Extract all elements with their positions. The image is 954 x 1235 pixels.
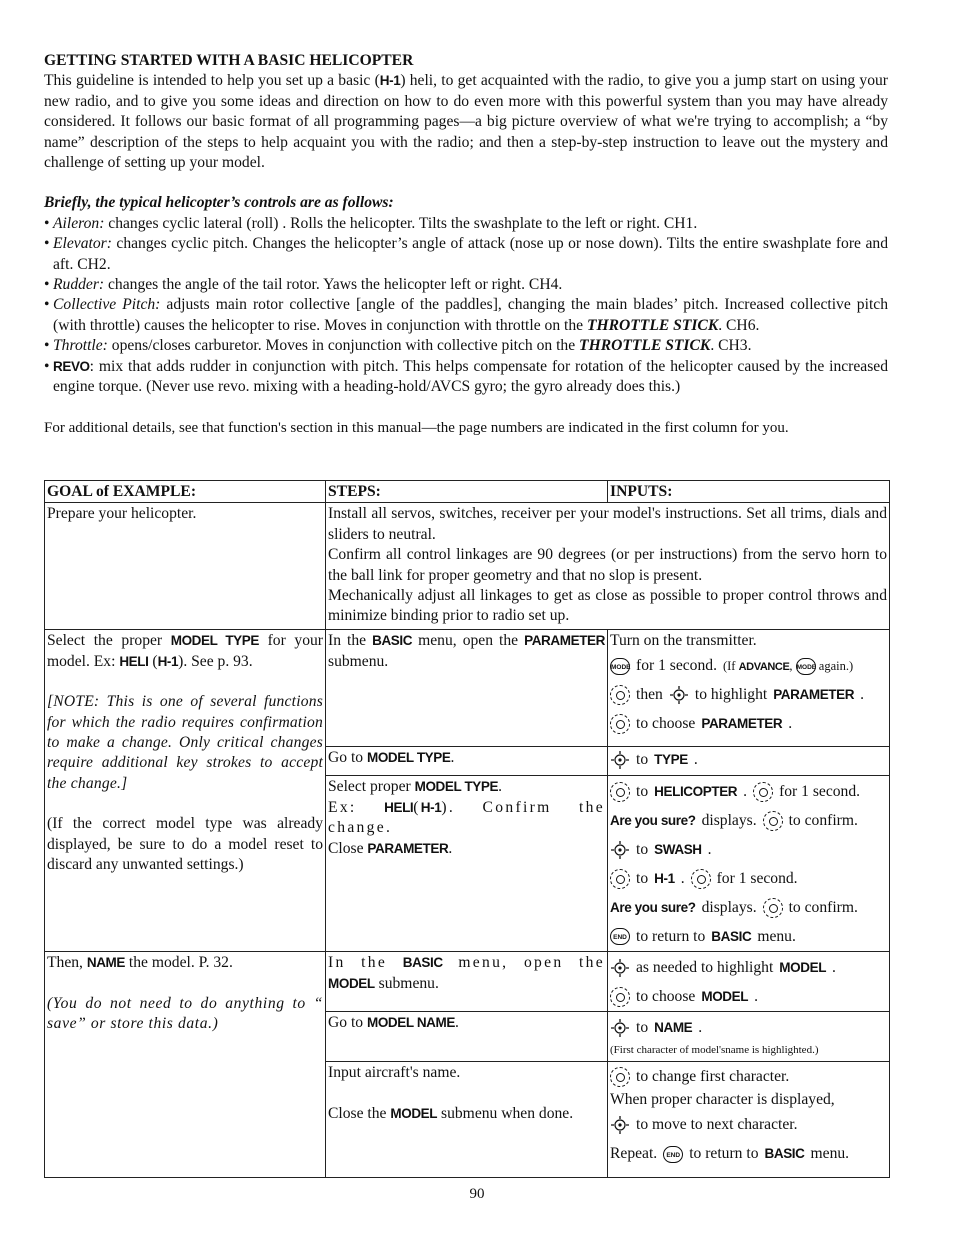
input-text: as needed to highlight: [636, 958, 774, 976]
input-line: to H-1 . for 1 second.: [610, 864, 887, 893]
input-text: to: [636, 869, 649, 887]
note-text: [NOTE: This is one of several functions for which the radio requires confirmation to make a change. Only critical changes require additional key strokes to accept the change.]: [47, 693, 323, 792]
key-h1: H-1: [420, 799, 442, 815]
desc: adjusts main rotor collective [angle of the paddles], changing the main blades’ pitch. Increased collective pitch (with throttle) causes the helicopter to rise. Moves in conjunction with throttle on the: [53, 296, 888, 334]
additional-note: For additional details, see that function's section in this manual—the page numbers are indicated in the first column for you.: [44, 419, 789, 436]
input-text: to return to: [636, 927, 706, 945]
steps-cell: [326, 1062, 608, 1178]
key-are-you-sure: Are you sure?: [610, 812, 696, 828]
key-model-type: MODEL TYPE: [414, 779, 499, 795]
key-h1: H-1: [157, 653, 179, 669]
end-button-icon: END: [663, 1146, 683, 1163]
dial-icon: [610, 714, 630, 734]
key-type: TYPE: [654, 752, 688, 768]
cursor-pad-icon: [610, 840, 630, 860]
input-text: again.): [815, 658, 854, 673]
key-parameter: PARAMETER: [367, 840, 449, 856]
input-text: to: [636, 782, 649, 800]
table-row: [45, 630, 890, 747]
mode-button-icon: MODE: [796, 658, 816, 675]
step-text: In the: [328, 954, 403, 972]
term: Aileron:: [53, 214, 105, 232]
goal-text: Then,: [47, 954, 87, 972]
cursor-pad-icon: [610, 1115, 630, 1135]
key-parameter: PARAMETER: [773, 687, 855, 703]
steps-cell: [326, 630, 608, 747]
key-basic: BASIC: [764, 1146, 805, 1162]
step-text: Ex:: [328, 798, 385, 816]
key-basic: BASIC: [372, 633, 413, 649]
list-item: • Collective Pitch: adjusts main rotor collective [angle of the paddles], changing the main blades’ pitch. Increased collective pitch (with throttle) causes the helicopter to rise. Moves in conjunction with throttle on the THROTTLE STICK. CH6.: [44, 296, 888, 334]
inputs-cell: [608, 1062, 890, 1178]
input-text: displays.: [701, 811, 757, 829]
dial-icon: [763, 811, 783, 831]
list-item: • Throttle: opens/closes carburetor. Moves in conjunction with collective pitch on the THROTTLE STICK. CH3.: [44, 337, 752, 355]
table-row: [45, 503, 890, 630]
step-text: Close: [328, 839, 368, 857]
header-inputs: INPUTS:: [608, 481, 890, 503]
dial-icon: [763, 898, 783, 918]
controls-list: [44, 214, 888, 398]
header-steps: STEPS:: [326, 481, 608, 503]
goal-text: ). See p. 93.: [178, 652, 253, 670]
inputs-cell: [608, 1012, 890, 1062]
key-model-type: MODEL TYPE: [366, 750, 451, 766]
key-basic: BASIC: [711, 928, 752, 944]
key-name: NAME: [86, 955, 125, 971]
step-text: Go to: [328, 1014, 367, 1032]
dial-icon: [610, 685, 630, 705]
page-number: 90: [469, 1186, 485, 1202]
input-line: then to highlight PARAMETER .: [610, 681, 887, 710]
goal-cell: Prepare your helicopter.: [45, 503, 326, 630]
input-text: to highlight: [694, 686, 768, 704]
dial-icon: [753, 782, 773, 802]
desc-tail: . CH6.: [718, 316, 760, 334]
step-text: ). Confirm the change.: [328, 798, 605, 837]
term: REVO: [53, 358, 90, 374]
input-text: (If: [722, 658, 739, 673]
end-button-icon: END: [610, 928, 630, 945]
step-text: Close the: [328, 1104, 391, 1122]
input-line: [610, 1140, 887, 1169]
input-text: Repeat.: [610, 1145, 658, 1163]
note-text: (You do not need to do anything to “ save” or store this data.): [47, 994, 323, 1033]
key-parameter: PARAMETER: [524, 633, 606, 649]
step-text: submenu.: [328, 652, 389, 670]
key-model-type: MODEL TYPE: [170, 633, 259, 649]
input-text: menu.: [810, 1145, 850, 1163]
key-h1: H-1: [379, 73, 401, 89]
key-basic: BASIC: [402, 955, 443, 971]
steps-cell: Go to MODEL TYPE.: [326, 747, 608, 776]
key-are-you-sure: Are you sure?: [610, 899, 696, 915]
input-line: [610, 893, 887, 922]
input-text: Turn on the transmitter.: [610, 632, 757, 650]
step-text: Go to: [328, 749, 367, 767]
step-text: Select proper: [328, 778, 415, 796]
goal-cell: Select the proper MODEL TYPE for your model. Ex: HELI (H-1). See p. 93. [NOTE: This is one of several functions for which the radio requires confirmation to make a change. Only critical changes require additional key strokes to accept the change.] (If the correct model type was already displayed, be sure to do a model reset to discard any unwanted settings.): [45, 630, 326, 952]
cursor-pad-icon: [610, 1018, 630, 1038]
input-line: [610, 1111, 887, 1140]
input-text: displays.: [701, 898, 757, 916]
input-text: to move to next character.: [636, 1116, 798, 1134]
key-name: NAME: [654, 1019, 693, 1035]
steps-cell: [326, 503, 890, 630]
controls-heading: Briefly, the typical helicopter’s controls are as follows:: [44, 194, 394, 212]
input-text: to return to: [689, 1145, 759, 1163]
list-item: • REVO: mix that adds rudder in conjunction with pitch. This helps compensate for rotation of the helicopter caused by the increased engine torque. (Never use revo. mixing with a heading-hold/AVCS gyro; the gyro already does this.): [44, 357, 888, 396]
goal-text: (If the correct model type was already displayed, be sure to do a model reset to discard any unwanted settings.): [47, 815, 323, 874]
page-title: GETTING STARTED WITH A BASIC HELICOPTER: [44, 52, 414, 69]
term: Throttle:: [53, 337, 108, 355]
key-heli: HELI: [384, 799, 414, 815]
input-text: to choose: [636, 715, 696, 733]
input-text: to: [636, 840, 649, 858]
input-text: to confirm.: [788, 898, 858, 916]
list-item: • Rudder: changes the angle of the tail rotor. Yaws the helicopter left or right. CH4.: [44, 276, 563, 294]
dial-icon: [691, 869, 711, 889]
input-text: to choose: [636, 987, 696, 1005]
input-text: to: [636, 1018, 649, 1036]
desc: opens/closes carburetor. Moves in conjunction with collective pitch on the: [107, 337, 580, 355]
step-text: menu, open the: [412, 632, 525, 650]
list-item: • Elevator: changes cyclic pitch. Changes the helicopter’s angle of attack (nose up or nose down). Tilts the entire swashplate fore and aft. CH2.: [44, 235, 888, 273]
key-model: MODEL: [779, 959, 827, 975]
table-row: [45, 952, 890, 1012]
step-text: submenu.: [374, 974, 439, 992]
dial-icon: [610, 869, 630, 889]
dial-icon: [610, 987, 630, 1007]
input-text: menu.: [757, 927, 796, 945]
input-text: for 1 second.: [779, 782, 861, 800]
input-line: [610, 1063, 887, 1090]
term: Rudder:: [53, 276, 105, 294]
inputs-cell: [608, 630, 890, 747]
key-model-name: MODEL NAME: [366, 1015, 455, 1031]
dial-icon: [610, 1067, 630, 1087]
step-text: Input aircraft's name.: [328, 1064, 461, 1082]
input-text: When proper character is displayed,: [610, 1091, 835, 1109]
desc: changes cyclic pitch. Changes the helicopter’s angle of attack (nose up or nose down). Tilts the entire swashplate fore and aft. CH2.: [53, 235, 888, 273]
step-text: Confirm all control linkages are 90 degrees (or per instructions) from the servo horn to the ball link for proper geometry and that no slop is present.: [328, 546, 887, 584]
input-text: for 1 second.: [716, 869, 798, 887]
intro-text: This guideline is intended to help you set up a basic (: [44, 72, 380, 90]
step-text: Mechanically adjust all linkages to get as close as possible to proper control throws and minimize binding prior to radio set up.: [328, 587, 887, 625]
input-line: to TYPE .: [610, 748, 887, 772]
cursor-pad-icon: [610, 958, 630, 978]
input-line: to NAME .: [610, 1013, 887, 1042]
steps-cell: Go to MODEL NAME.: [326, 1012, 608, 1062]
intro-paragraph: [44, 71, 888, 173]
key-helicopter: HELICOPTER: [654, 783, 738, 799]
input-line: to choose PARAMETER .: [610, 710, 887, 739]
desc: changes cyclic lateral (roll) . Rolls the helicopter. Tilts the swashplate to the left or right. CH1.: [104, 214, 698, 232]
step-text: submenu when done.: [437, 1104, 574, 1122]
step-text: In the: [328, 632, 373, 650]
mode-button-icon: MODE: [610, 658, 630, 675]
steps-cell: [326, 952, 608, 1012]
step-text: menu, open the: [442, 954, 605, 972]
input-line: to HELICOPTER . for 1 second.: [610, 777, 887, 806]
key-h1: H-1: [654, 870, 675, 886]
input-line: to SWASH .: [610, 835, 887, 864]
key-swash: SWASH: [654, 841, 702, 857]
key-model: MODEL: [701, 988, 749, 1004]
input-line: to choose MODEL .: [610, 982, 887, 1011]
key-model: MODEL: [328, 975, 375, 991]
input-text: then: [636, 686, 663, 704]
input-text: for 1 second.: [636, 657, 717, 675]
strong: THROTTLE STICK: [586, 316, 719, 334]
goal-text: Select the proper: [47, 632, 171, 650]
inputs-cell: [608, 952, 890, 1012]
term: Elevator:: [53, 235, 112, 253]
desc-tail: . CH3.: [710, 337, 752, 355]
input-line: [610, 806, 887, 835]
goal-text: for your model. Ex:: [47, 632, 324, 670]
step-text: Install all servos, switches, receiver per your model's instructions. Set all trims, dials and sliders to neutral.: [328, 505, 887, 543]
input-text: to: [636, 751, 649, 769]
key-heli: HELI: [119, 653, 149, 669]
inputs-cell: [608, 776, 890, 952]
key-model: MODEL: [390, 1105, 438, 1121]
cursor-pad-icon: [610, 750, 630, 770]
desc: : mix that adds rudder in conjunction with pitch. This helps compensate for rotation of the helicopter caused by the increased engine torque. (Never use revo. mixing with a heading-hold/AVCS gyro; the gyro already does this.): [53, 357, 888, 396]
goal-text: the model. P. 32.: [125, 954, 233, 972]
input-text: to confirm.: [788, 811, 858, 829]
cursor-pad-icon: [669, 685, 689, 705]
list-item: • Aileron: changes cyclic lateral (roll) . Rolls the helicopter. Tilts the swashplate to the left or right. CH1.: [44, 214, 698, 232]
input-line: MODE for 1 second. (If ADVANCE, MODE again.): [610, 652, 887, 681]
steps-cell: Select proper MODEL TYPE. Ex: HELI(H-1). Confirm the change. Close PARAMETER.: [326, 776, 608, 952]
intro-text-2: ) heli, to get acquainted with the radio, to give you a jump start on using your new radio, and to give you some ideas and direction on how to do even more with this powerful system than you may have already considered. It follows our basic format of all programming pages—a big picture overview of what we're trying to accomplish; a “by name” description of the steps to help acquaint you with the radio; and then a step-by-step instruction to leave out the mystery and challenge of setting up your model.: [44, 72, 888, 172]
desc: changes the angle of the tail rotor. Yaws the helicopter left or right. CH4.: [104, 276, 563, 294]
strong: THROTTLE STICK: [579, 337, 711, 355]
table-header: [45, 481, 890, 503]
input-line: [610, 922, 887, 951]
term: Collective Pitch:: [53, 296, 161, 314]
input-note: (First character of model'sname is highlighted.): [610, 1044, 819, 1057]
key-parameter: PARAMETER: [701, 716, 783, 732]
goal-cell: [45, 952, 326, 1178]
header-goal: GOAL of EXAMPLE:: [45, 481, 326, 503]
steps-table: [44, 480, 890, 1178]
input-text: to change first character.: [636, 1067, 790, 1085]
dial-icon: [610, 782, 630, 802]
input-line: as needed to highlight MODEL .: [610, 953, 887, 982]
inputs-cell: [608, 747, 890, 776]
key-advance: ADVANCE: [738, 660, 790, 673]
